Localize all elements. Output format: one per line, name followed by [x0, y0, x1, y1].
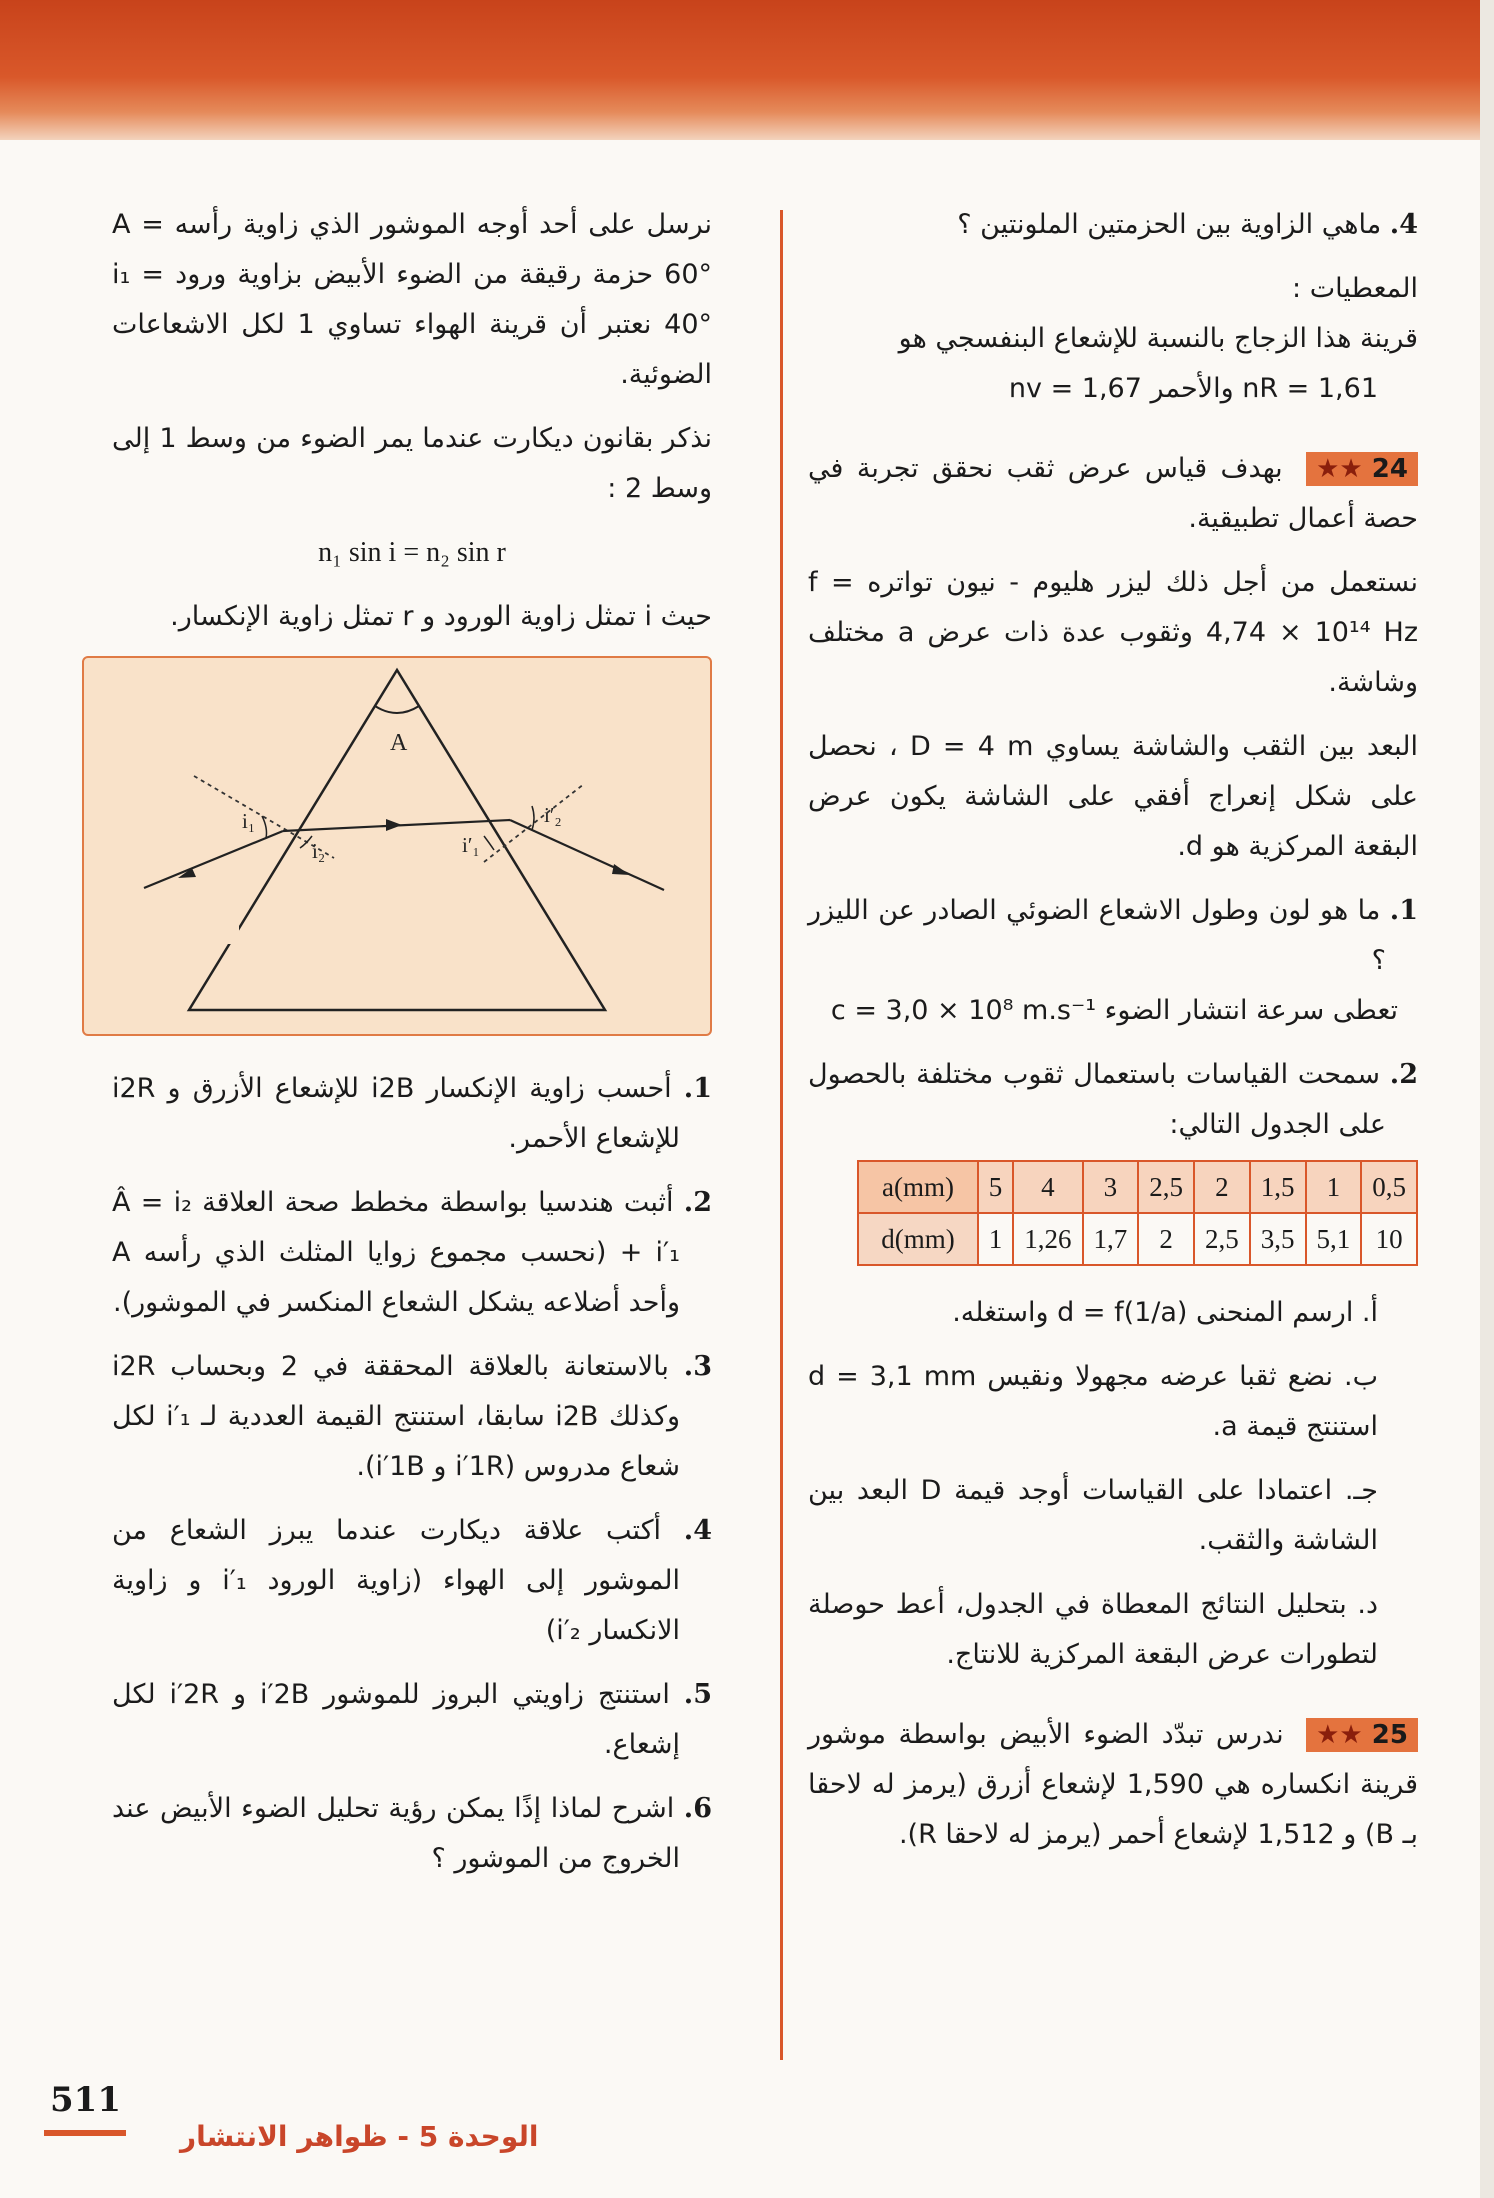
measurements-table — [857, 1160, 1418, 1266]
exercise-24-paragraph-1: نستعمل من أجل ذلك ليزر هليوم - نيون تواتره f = 4,74 × 10¹⁴ Hz وثقوب عدة ذات عرض a مختلف وشاشة. — [808, 567, 1419, 698]
label-i2-prime: i′₂ — [544, 803, 562, 827]
table-cell: 1 — [1306, 1161, 1362, 1213]
apex-angle-arc — [375, 706, 419, 713]
page-number: 511 — [50, 2080, 121, 2120]
table-cell: 4 — [1013, 1161, 1082, 1213]
table-cell: 1,26 — [1013, 1213, 1082, 1265]
row-label-a: a(mm) — [858, 1161, 978, 1213]
right-column — [808, 200, 1418, 1874]
exercise-24-question-1: 1. ما هو لون وطول الاشعاع الضوئي الصادر عن الليزر ؟ — [808, 895, 1418, 976]
label-i1: i₁ — [242, 809, 256, 833]
exercise-24-hint: تعطى سرعة انتشار الضوء c = 3,0 × 10⁸ m.s⁻¹ — [830, 995, 1398, 1026]
unit-title: الوحدة 5 - ظواهر الانتشار — [180, 2120, 539, 2153]
exercise-24-question-2: 2. سمحت القياسات باستعمال ثقوب مختلفة بالحصول على الجدول التالي: — [808, 1059, 1418, 1140]
table-cell: 5,1 — [1306, 1213, 1362, 1265]
row-label-d: d(mm) — [858, 1213, 978, 1265]
arrow-icon — [386, 819, 402, 831]
angle-arc-i2p — [532, 806, 534, 830]
label-i1-prime: i′₁ — [462, 833, 480, 857]
table-cell: 2,5 — [1194, 1213, 1250, 1265]
label-i2: i₂ — [312, 839, 326, 863]
table-cell: 10 — [1361, 1213, 1417, 1265]
givens-title: المعطيات : — [1292, 273, 1418, 304]
incident-ray — [144, 831, 283, 888]
table-cell: 3 — [1083, 1161, 1139, 1213]
formula-where: حيث i تمثل زاوية الورود و r تمثل زاوية الإنكسار. — [170, 601, 712, 632]
page-edge — [1480, 0, 1494, 2198]
prism-figure — [82, 656, 712, 1036]
table-cell: 1 — [978, 1213, 1014, 1265]
prism-question-4: 4. أكتب علاقة ديكارت عندما يبرز الشعاع من الموشور إلى الهواء (زاوية الورود i′₁ و زاوية الانكسار i′₂) — [112, 1515, 712, 1646]
angle-arc-i2 — [300, 836, 312, 848]
subquestion-d: د. بتحليل النتائج المعطاة في الجدول، أعط حوصلة لتطورات عرض البقعة المركزية للانتاج. — [808, 1589, 1378, 1670]
table-cell: 1,7 — [1083, 1213, 1139, 1265]
arrow-icon — [612, 864, 630, 875]
table-cell: 2 — [1194, 1161, 1250, 1213]
prism-intro: نرسل على أحد أوجه الموشور الذي زاوية رأسه A = 60° حزمة رقيقة من الضوء الأبيض بزاوية ورود i₁ = 40° نعتبر أن قرينة الهواء تساوي 1 لكل الاشعاعات الضوئية. — [112, 209, 713, 390]
prism-question-5: 5. استنتج زاويتي البروز للموشور i′2B و i′2R لكل إشعاع. — [112, 1679, 712, 1760]
exercise-24-intro: ★★ 24 بهدف قياس عرض ثقب نحقق تجربة في حصة أعمال تطبيقية. — [808, 453, 1418, 534]
apex-label: A — [390, 730, 408, 756]
question-4: 4. ماهي الزاوية بين الحزمتين الملونتين ؟ — [957, 209, 1418, 240]
snell-formula: n₁ sin i = n₂ sin r — [318, 537, 506, 568]
exercise-24-paragraph-2: البعد بين الثقب والشاشة يساوي D = 4 m ، نحصل على شكل إنعراج أفقي على الشاشة يكون عرض البقعة المركزية هو d. — [808, 731, 1418, 862]
descartes-reminder: نذكر بقانون ديكارت عندما يمر الضوء من وسط 1 إلى وسط 2 : — [112, 423, 712, 504]
column-divider — [780, 210, 783, 2060]
prism-question-1: 1. أحسب زاوية الإنكسار i2B للإشعاع الأزرق و i2R للإشعاع الأحمر. — [112, 1073, 712, 1154]
table-row — [858, 1161, 1417, 1213]
subquestion-b: ب. نضع ثقبا عرضه مجهولا ونقيس d = 3,1 mm استنتج قيمة a. — [808, 1361, 1378, 1442]
prism-question-2: 2. أثبت هندسيا بواسطة مخطط صحة العلاقة Â = i₂ + i′₁ (نحسب مجموع زوايا المثلث الذي رأسه A وأحد أضلاعه يشكل الشعاع المنكسر في الموشور). — [112, 1187, 712, 1318]
subquestion-c: جـ. اعتمادا على القياسات أوجد قيمة D البعد بين الشاشة والثقب. — [808, 1475, 1378, 1556]
prism-gap — [221, 918, 239, 944]
exercise-24-badge: ★★ 24 — [1306, 452, 1418, 486]
left-column — [112, 200, 712, 1898]
angle-arc-i1p — [484, 836, 494, 850]
table-cell: 3,5 — [1250, 1213, 1306, 1265]
table-cell: 1,5 — [1250, 1161, 1306, 1213]
givens-values: nR = 1,61 والأحمر nv = 1,67 — [1008, 373, 1378, 404]
table-cell: 2 — [1138, 1213, 1194, 1265]
exercise-25-badge: ★★ 25 — [1306, 1718, 1418, 1752]
table-cell: 2,5 — [1138, 1161, 1194, 1213]
table-row — [858, 1213, 1417, 1265]
prism-question-6: 6. اشرح لماذا إذًا يمكن رؤية تحليل الضوء الأبيض عند الخروج من الموشور ؟ — [112, 1793, 712, 1874]
prism-triangle — [189, 670, 605, 1010]
table-cell: 0,5 — [1361, 1161, 1417, 1213]
emergent-ray — [510, 820, 664, 890]
header-banner — [0, 0, 1480, 140]
givens-text: قرينة هذا الزجاج بالنسبة للإشعاع البنفسجي هو — [898, 323, 1418, 354]
prism-question-3: 3. بالاستعانة بالعلاقة المحققة في 2 وبحساب i2R وكذلك i2B سابقا، استنتج القيمة العددية لـ i′₁ لكل شعاع مدروس (i′1R و i′1B). — [112, 1351, 712, 1482]
angle-arc-i1 — [262, 816, 267, 838]
table-cell: 5 — [978, 1161, 1014, 1213]
page-number-underline — [44, 2130, 126, 2136]
exercise-25-intro: ★★ 25 ندرس تبدّد الضوء الأبيض بواسطة موشور قرينة انكساره هي 1,590 لإشعاع أزرق (يرمز له لاحقا بـ B) و 1,512 لإشعاع أحمر (يرمز له لاحقا R). — [808, 1719, 1418, 1850]
subquestion-a: أ. ارسم المنحنى d = f(1/a) واستغله. — [952, 1297, 1378, 1328]
prism-diagram — [84, 658, 710, 1034]
